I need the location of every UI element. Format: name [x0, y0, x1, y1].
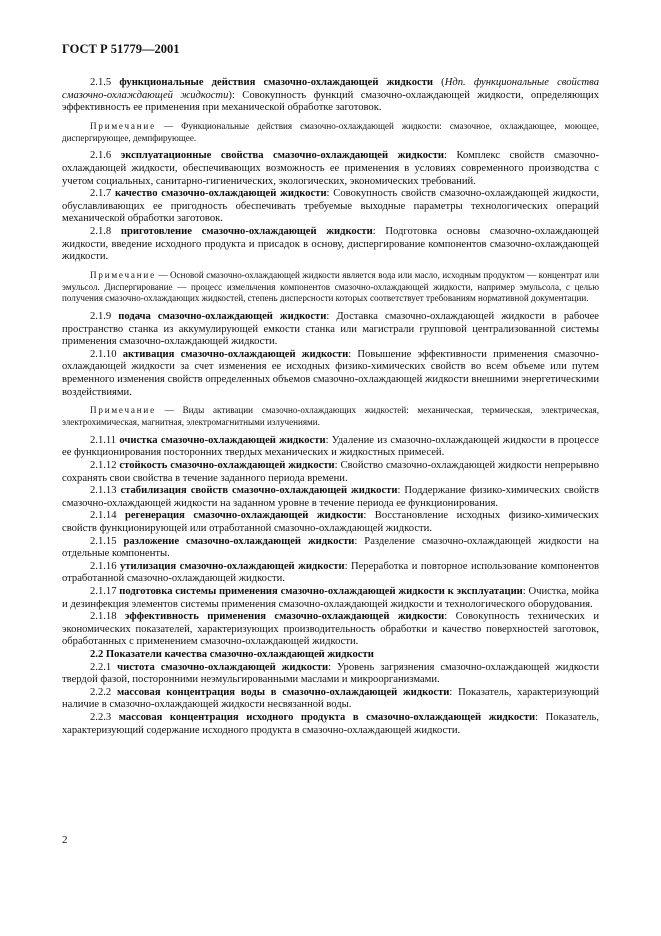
entry-number: 2.1.5	[90, 77, 120, 88]
term-entry	[62, 536, 599, 561]
note-label: Примечание	[90, 120, 156, 131]
note-paragraph	[62, 270, 599, 305]
entry-term: подготовка системы применения смазочно-охлаждающей жидкости к эксплуатации	[119, 585, 523, 597]
entry-definition: : Повышение эффективности применения смазочно-охлаждающей жидкости за счет изменения ее исходных физико-химических свойств во всем объеме или путем временного изменения свойств определенных объемов смазочно-охлаждающей жидкости внешними энергетическими воздействиями.	[62, 348, 599, 398]
entry-definition: : Восстановление исходных физико-химических свойств функционирующей или отработанной смазочно-охлаждающей жидкости.	[62, 510, 599, 535]
entry-definition: : Уровень загрязнения смазочно-охлаждающей жидкости твердой фазой, посторонними неэмульгированными маслами и микроорганизмами.	[62, 661, 599, 686]
note-text: — Основой смазочно-охлаждающей жидкости является вода или масло, исходным продуктом — концентрат или эмульсол. Диспергирование — процесс измельчения компонентов смазочно-охлаждающей жидкости, например эмульсола, с целью получения смазочно-охлаждающих жидкостей, степень дисперсности которых соответствует требованиям нормативной документации.	[62, 269, 599, 304]
term-entry	[62, 226, 599, 264]
term-entry	[62, 662, 599, 687]
term-entry	[62, 188, 599, 226]
page-number: 2	[62, 834, 68, 846]
entry-number: 2.1.17	[90, 585, 120, 597]
entry-definition: : Показатель, характеризующий наличие в смазочно-охлаждающей жидкости несвязанной воды.	[62, 686, 600, 711]
entry-number: 2.1.13	[90, 485, 121, 497]
term-entry	[62, 611, 599, 649]
entry-definition: : Совокупность свойств смазочно-охлаждающей жидкости, обуславливающих ее пригодность обеспечивать требуемые выходные параметры технологических операций механической обработки заготовок.	[62, 188, 599, 225]
entry-definition: : Очистка, мойка и дезинфекция элементов системы применения смазочно-охлаждающей жидкости и технологического оборудования.	[62, 585, 600, 610]
section-title: 2.2 Показатели качества смазочно-охлаждающей жидкости	[90, 648, 374, 660]
term-entry	[62, 687, 599, 712]
entry-pre: (	[433, 77, 445, 88]
entry-term: активация смазочно-охлаждающей жидкости	[122, 348, 349, 360]
term-entry	[62, 460, 599, 485]
entry-term: стойкость смазочно-охлаждающей жидкости	[119, 460, 335, 472]
term-entry	[62, 150, 599, 188]
entry-term: качество смазочно-охлаждающей жидкости	[115, 188, 327, 200]
entry-number: 2.2.2	[90, 686, 117, 698]
entry-definition: : Свойство смазочно-охлаждающей жидкости непрерывно сохранять свои свойства в течение заданного периода времени.	[62, 460, 599, 484]
entry-number: 2.1.10	[90, 348, 123, 360]
note-label: Примечание	[90, 405, 156, 416]
note-label: Примечание	[90, 269, 156, 280]
note-paragraph	[62, 405, 599, 429]
entry-number: 2.1.9	[90, 311, 119, 323]
entry-definition: : Доставка смазочно-охлаждающей жидкости в рабочее пространство станка из аккумулирующей емкости станка или магистрали групповой централизованной системы применения смазочно-охлаждающей жидкости.	[62, 311, 599, 348]
entry-synonym: Ндп. функциональные свойства смазочно-охлаждающей жидкости	[62, 77, 599, 101]
document-page	[62, 42, 599, 737]
entry-number: 2.1.6	[90, 150, 121, 162]
entry-term: чистота смазочно-охлаждающей жидкости	[117, 661, 329, 673]
entry-definition: : Переработка и повторное использование компонентов отработанной смазочно-охлаждающей жидкости.	[62, 560, 599, 585]
entry-term: очистка смазочно-охлаждающей жидкости	[119, 434, 326, 446]
entry-definition: : Разделение смазочно-охлаждающей жидкости на отдельные компоненты.	[62, 535, 599, 560]
term-entry	[62, 311, 599, 349]
entry-number: 2.1.8	[90, 225, 121, 237]
entry-number: 2.1.16	[90, 560, 120, 572]
term-entry	[62, 485, 599, 510]
entry-term: массовая концентрация воды в смазочно-охлаждающей жидкости	[116, 686, 450, 698]
note-text: — Виды активации смазочно-охлаждающих жидкостей: механическая, термическая, электрическая, электрохимическая, магнитная, электромагнитными излучениями.	[62, 405, 599, 428]
entry-term: эффективность применения смазочно-охлаждающей жидкости	[124, 611, 445, 623]
entry-number: 2.1.7	[90, 188, 116, 200]
document-header: ГОСТ Р 51779—2001	[62, 42, 180, 56]
entry-term: эксплуатационные свойства смазочно-охлаждающей жидкости	[120, 150, 445, 162]
entry-definition: : Показатель, характеризующий содержание исходного продукта в смазочно-охлаждающей жидкости.	[62, 711, 599, 736]
term-entry	[62, 586, 599, 611]
entry-term: массовая концентрация исходного продукта в смазочно-охлаждающей жидкости	[118, 711, 536, 723]
note-paragraph	[62, 121, 599, 145]
entry-term: утилизация смазочно-охлаждающей жидкости	[119, 560, 345, 572]
term-entry	[62, 510, 599, 535]
entry-number: 2.1.12	[90, 460, 120, 472]
entry-term: функциональные действия смазочно-охлаждающей жидкости	[119, 77, 434, 88]
entry-number: 2.1.11	[90, 434, 120, 446]
entry-term: разложение смазочно-охлаждающей жидкости	[123, 535, 355, 547]
entry-term: приготовление смазочно-охлаждающей жидкости	[120, 225, 373, 237]
entry-definition: : Комплекс свойств смазочно-охлаждающей жидкости, обеспечивающих возможность ее применения в условиях современного производства с учетом социальных, санитарно-гигиенических, экологических, экономических требований.	[62, 150, 600, 187]
entry-number: 2.1.18	[90, 611, 125, 623]
entry-number: 2.1.15	[90, 535, 124, 547]
term-entry	[62, 712, 599, 737]
entry-definition: ): Совокупность функций смазочно-охлаждающей жидкости, определяющих эффективность ее применения при механической обработке заготовок.	[62, 89, 599, 114]
entry-definition: : Подготовка основы смазочно-охлаждающей жидкости, введение исходного продукта и присадок в основу, диспергирование компонентов смазочно-охлаждающей жидкости.	[62, 225, 599, 263]
section-heading	[62, 649, 599, 662]
term-entry	[62, 561, 599, 586]
entry-number: 2.2.1	[90, 661, 118, 673]
entry-definition: : Удаление из смазочно-охлаждающей жидкости в процессе ее функционирования посторонних твердых механических и жидкостных примесей.	[62, 434, 599, 459]
term-entry	[62, 349, 599, 399]
entry-number: 2.1.14	[90, 510, 125, 522]
entry-number: 2.2.3	[90, 711, 119, 723]
entry-definition: : Совокупность технических и экономических показателей, характеризующих производительность обработки и качество поверхностей заготовок, обработанных с применением смазочно-охлаждающей жидкости.	[62, 611, 599, 648]
entry-term: регенерация смазочно-охлаждающей жидкости	[124, 510, 364, 522]
term-entry	[62, 435, 599, 460]
document-body	[62, 77, 599, 737]
entry-term: подача смазочно-охлаждающей жидкости	[118, 311, 327, 323]
entry-term: стабилизация свойств смазочно-охлаждающей жидкости	[120, 485, 398, 497]
entry-definition: : Поддержание физико-химических свойств смазочно-охлаждающей жидкости на заданном уровне в течение периода ее функционирования.	[62, 485, 600, 509]
note-text: — Функциональные действия смазочно-охлаждающей жидкости: смазочное, охлаждающее, моющее, диспергирующее, демпфирующее.	[62, 120, 599, 143]
term-entry	[62, 77, 599, 115]
